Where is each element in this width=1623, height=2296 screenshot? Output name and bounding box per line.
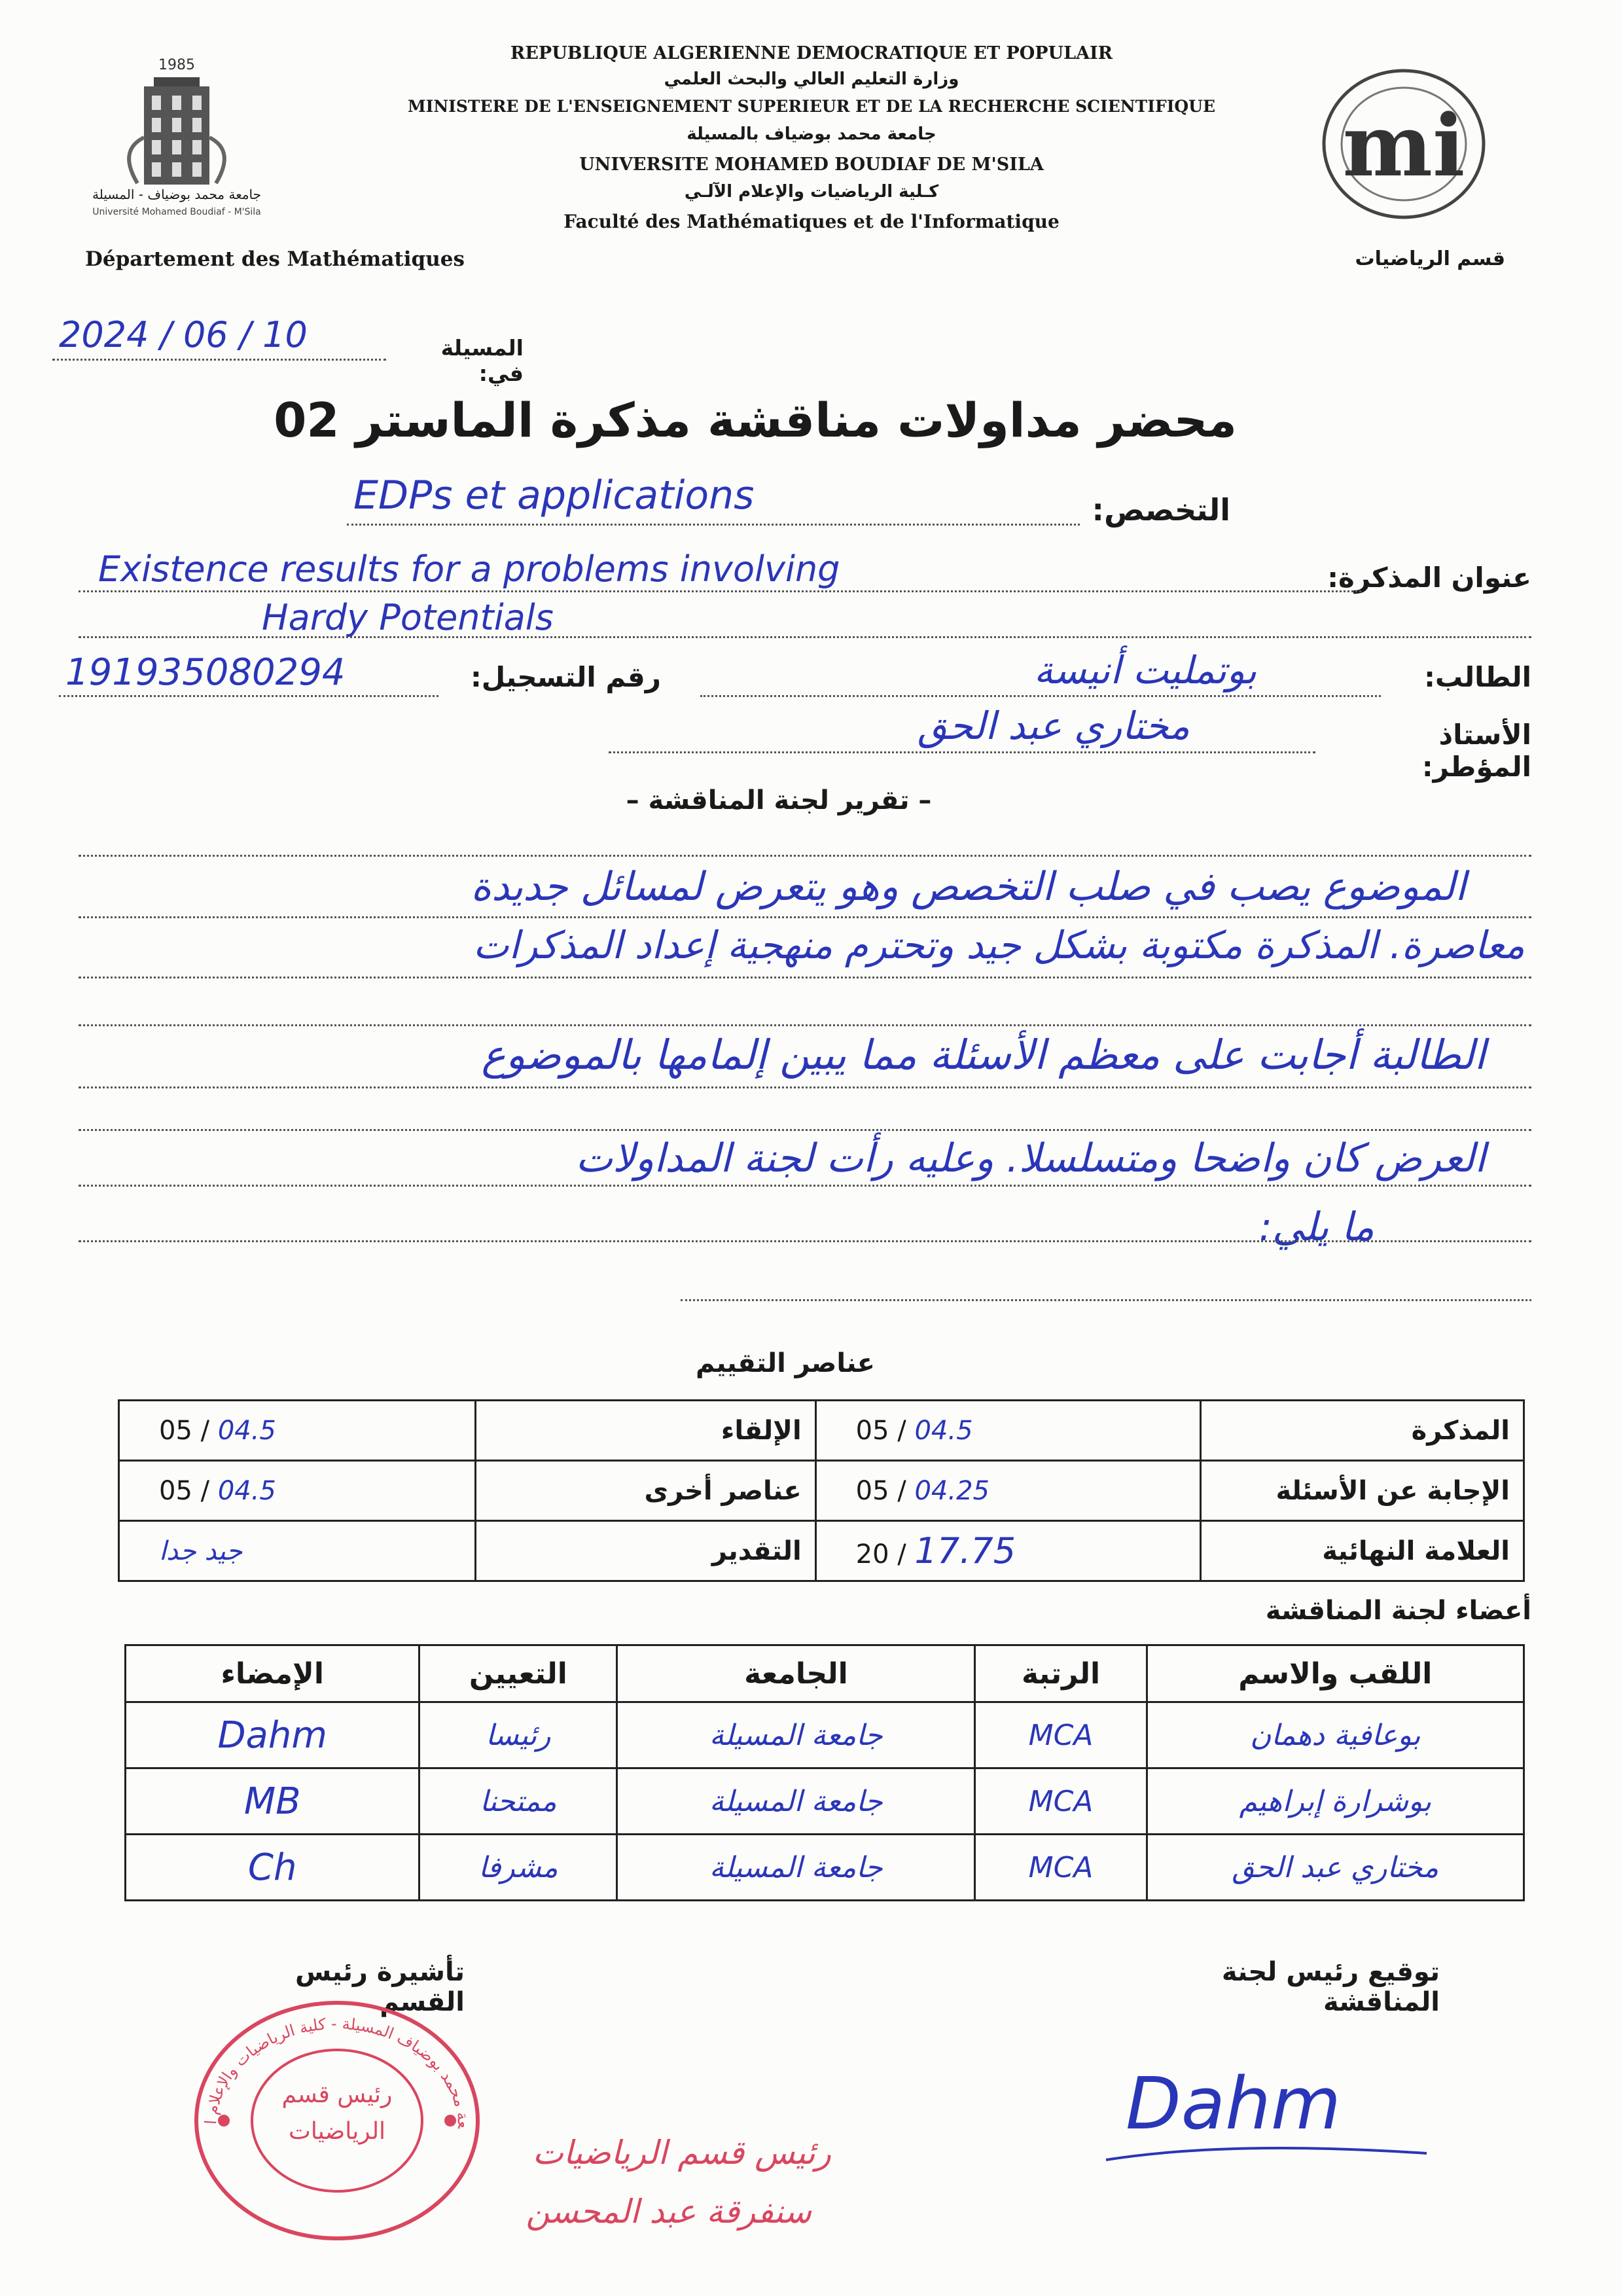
eval-value-other: 05 / 04.5 [119, 1461, 476, 1521]
stamp-ring-text: عة محمد بوضياف المسيلة - كلية الرياضيات والإعلام ا [202, 2014, 473, 2129]
report-line-3: الطالبة أجابت على معظم الأسئلة مما يبين إلمامها بالموضوع [481, 1031, 1486, 1079]
date-dotline [52, 359, 386, 361]
col-name: اللقب والاسم [1147, 1645, 1524, 1702]
member-name: بوشرارة إبراهيم [1147, 1768, 1524, 1835]
department-fr: Département des Mathématiques [85, 247, 465, 271]
col-rank: الرتبة [975, 1645, 1147, 1702]
supervisor-dotline [609, 751, 1315, 753]
member-signature: Dahm [126, 1702, 419, 1768]
date-label: المسيلة في: [440, 335, 524, 386]
header-university-fr: UNIVERSITE MOHAMED BOUDIAF DE M'SILA [579, 154, 1044, 175]
col-university: الجامعة [617, 1645, 975, 1702]
eval-value-grade: جيد جدا [119, 1521, 476, 1581]
report-dotline-2 [79, 977, 1531, 978]
col-role: التعيين [419, 1645, 617, 1702]
table-row [126, 1768, 1524, 1835]
header-ministry-ar: وزارة التعليم العالي والبحث العلمي [664, 69, 959, 89]
thesis-title-dotline-2 [79, 636, 1531, 638]
eval-label-grade: التقدير [476, 1521, 815, 1581]
eval-label-thesis: المذكرة [1200, 1401, 1524, 1461]
committee-heading: أعضاء لجنة المناقشة [1265, 1596, 1531, 1626]
report-dotline-7 [79, 1240, 1531, 1242]
date-value: 2024 / 06 / 10 [59, 314, 308, 355]
thesis-title-dotline-1 [79, 590, 1361, 592]
eval-label-other: عناصر أخرى [476, 1461, 815, 1521]
report-dotline-8 [681, 1299, 1531, 1301]
specialty-label: التخصص: [1092, 492, 1230, 528]
evaluation-heading: عناصر التقييم [695, 1348, 875, 1378]
member-role: ممتحنا [419, 1768, 617, 1835]
report-dotline-6 [79, 1185, 1531, 1187]
committee-table [124, 1644, 1525, 1901]
specialty-dotline [347, 524, 1080, 526]
eval-value-answers: 05 / 04.25 [815, 1461, 1200, 1521]
report-line-2: معاصرة. المذكرة مكتوبة بشكل جيد وتحترم منهجية إعداد المذكرات [473, 923, 1525, 967]
department-ar: قسم الرياضيات [1355, 247, 1505, 270]
eval-value-thesis: 05 / 04.5 [815, 1401, 1200, 1461]
logo-letters: mi [1342, 96, 1465, 196]
col-signature: الإمضاء [126, 1645, 419, 1702]
eval-value-delivery: 05 / 04.5 [119, 1401, 476, 1461]
logo-caption-ar: جامعة محمد بوضياف - المسيلة [92, 187, 262, 202]
report-heading: – تقرير لجنة المناقشة – [626, 785, 932, 816]
supervisor-label: الأستاذ المؤطر: [1421, 719, 1531, 783]
faculty-logo-right [1315, 65, 1492, 223]
member-role: مشرفا [419, 1835, 617, 1901]
evaluation-table [118, 1399, 1525, 1582]
member-university: جامعة المسيلة [617, 1768, 975, 1835]
member-name: مختاري عبد الحق [1147, 1835, 1524, 1901]
member-role: رئيسا [419, 1702, 617, 1768]
chair-signature-label: توقيع رئيس لجنة المناقشة [1221, 1957, 1440, 2017]
header-ministry-fr: MINISTERE DE L'ENSEIGNEMENT SUPERIEUR ET DE LA RECHERCHE SCIENTIFIQUE [407, 97, 1216, 116]
report-dotline-3 [79, 1024, 1531, 1026]
head-visa-label: تأشيرة رئيس القسم [294, 1957, 465, 2017]
member-rank: MCA [975, 1835, 1147, 1901]
registration-value: 191935080294 [65, 651, 346, 694]
table-row [126, 1702, 1524, 1768]
head-name-line1: رئيس قسم الرياضيات [532, 2134, 831, 2172]
report-line-4: العرض كان واضحا ومتسلسلا. وعليه رأت لجنة المداولات [575, 1136, 1486, 1181]
header-university-ar: جامعة محمد بوضياف بالمسيلة [687, 124, 936, 144]
thesis-title-line1: Existence results for a problems involving [98, 548, 840, 590]
student-label: الطالب: [1424, 661, 1531, 693]
registration-dotline [59, 695, 438, 697]
header-republic: REPUBLIQUE ALGERIENNE DEMOCRATIQUE ET POPULAIR [510, 43, 1113, 63]
member-signature: MB [126, 1768, 419, 1835]
report-line-5: ما يلي: [1258, 1204, 1374, 1250]
eval-label-answers: الإجابة عن الأسئلة [1200, 1461, 1524, 1521]
report-dotline-1 [79, 916, 1531, 918]
chair-signature-underline [1099, 2134, 1440, 2173]
eval-value-final: 20 / 17.75 [815, 1521, 1200, 1581]
stamp-inner-1: رئيس قسم [281, 2081, 393, 2108]
student-value: بوتمليت أنيسة [1033, 648, 1257, 692]
university-logo-left [79, 52, 275, 229]
chair-signature: Dahm [1126, 2062, 1341, 2145]
report-dotline-5 [79, 1129, 1531, 1131]
supervisor-value: مختاري عبد الحق [917, 704, 1190, 748]
member-rank: MCA [975, 1702, 1147, 1768]
student-dotline [700, 695, 1381, 697]
header-faculty-ar: كـلية الرياضيات والإعلام الآلـي [684, 182, 939, 202]
document-title: محضر مداولات مناقشة مذكرة الماستر 02 [274, 393, 1237, 448]
logo-year: 1985 [158, 57, 195, 73]
report-line-1: الموضوع يصب في صلب التخصص وهو يتعرض لمسائل جديدة [471, 864, 1466, 910]
header-faculty-fr: Faculté des Mathématiques et de l'Informatique [563, 211, 1060, 232]
member-name: بوعافية دهمان [1147, 1702, 1524, 1768]
report-dotline-0 [79, 855, 1531, 857]
member-signature: Ch [126, 1835, 419, 1901]
svg-text:جامعة محمد بوضياف المسيلة - كل [190, 1996, 473, 2129]
specialty-value: EDPs et applications [353, 473, 755, 518]
head-name-line2: سنفرقة عبد المحسن [526, 2193, 812, 2231]
stamp-inner-2: الرياضيات [288, 2118, 386, 2145]
eval-label-final: العلامة النهائية [1200, 1521, 1524, 1581]
thesis-title-label: عنوان المذكرة: [1327, 562, 1531, 594]
thesis-title-line2: Hardy Potentials [262, 597, 554, 638]
registration-label: رقم التسجيل: [471, 661, 661, 693]
eval-label-delivery: الإلقاء [476, 1401, 815, 1461]
member-university: جامعة المسيلة [617, 1702, 975, 1768]
report-dotline-4 [79, 1086, 1531, 1088]
logo-caption-fr: Université Mohamed Boudiaf - M'Sila [92, 207, 261, 217]
member-university: جامعة المسيلة [617, 1835, 975, 1901]
table-row [126, 1835, 1524, 1901]
member-rank: MCA [975, 1768, 1147, 1835]
